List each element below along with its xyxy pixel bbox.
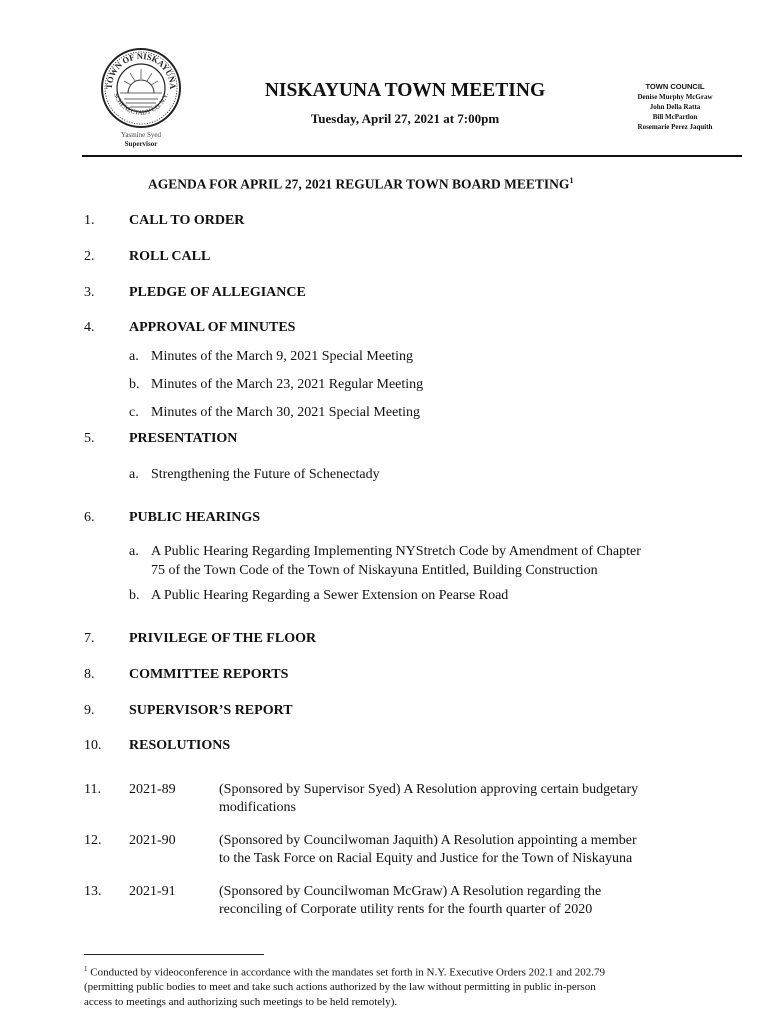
item-number: 6. [84,510,95,525]
item-number: 2. [84,249,95,264]
supervisor-name: Yasmine Syed [121,131,161,139]
agenda-title: AGENDA FOR APRIL 27, 2021 REGULAR TOWN BOARD MEETING$^1$ [148,176,574,192]
resolution-id: 2021-89 [129,782,176,797]
council-member: Rosemarie Perez Jaquith [637,123,713,131]
town-council-list [615,82,735,132]
resolution-id: 2021-90 [129,833,176,848]
item-resolutions: RESOLUTIONS [129,738,231,753]
item-number: 5. [84,431,95,446]
svg-text:TOWN OF NISKAYUNA: TOWN OF NISKAYUNA [103,50,179,90]
item-number: 1. [84,213,95,228]
item-roll-call: ROLL CALL [129,249,211,264]
item-number: 10. [84,738,102,753]
council-member: Denise Murphy McGraw [637,93,713,101]
footnote: $^1$ Conducted by videoconference in accordance with the mandates set forth in N.Y. Executive Orders 202.1 and 202.79 (permitting public bodies to meet and take such actions authorized by the law without permitting in public in-person access to meetings and authorizing such meetings to be held remotely). [84,965,606,1008]
sub-item: a. Strengthening the Future of Schenectady [129,467,380,482]
town-seal-logo [100,47,182,129]
item-committee-reports: COMMITTEE REPORTS [129,667,289,682]
item-number: 4. [84,320,95,335]
item-number: 9. [84,703,95,718]
resolution-text: (Sponsored by Supervisor Syed) A Resolution approving certain budgetary modifications [219,782,639,815]
item-supervisors-report: SUPERVISOR’S REPORT [129,703,293,718]
page-title: NISKAYUNA TOWN MEETING [264,80,546,101]
meeting-date: Tuesday, April 27, 2021 at 7:00pm [310,111,500,126]
council-member: John Della Ratta [649,103,701,111]
header-divider [82,155,742,157]
council-member: Bill McPartlon [652,113,698,121]
resolution-text: (Sponsored by Councilwoman Jaquith) A Resolution appointing a member to the Task Force on Racial Equity and Justice for the Town of Niskayuna [219,833,637,866]
sub-item-continued: 75 of the Town Code of the Town of Niskayuna Entitled, Building Construction [151,563,598,578]
item-number: 12. [84,833,102,848]
item-number: 7. [84,631,95,646]
item-number: 3. [84,285,95,300]
svg-text:SCHENECTADY CO. N.Y.: SCHENECTADY CO. N.Y. [112,92,170,117]
sub-item: b. A Public Hearing Regarding a Sewer Extension on Pearse Road [129,588,509,603]
resolution-id: 2021-91 [129,884,176,899]
item-number: 8. [84,667,95,682]
footnote-divider [84,954,264,955]
supervisor-title: Supervisor [124,140,158,148]
item-number: 13. [84,884,102,899]
resolution-text: (Sponsored by Councilwoman McGraw) A Resolution regarding the reconciling of Corporate utility rents for the fourth quarter of 2020 [219,884,602,917]
sub-item: a. A Public Hearing Regarding Implementing NYStretch Code by Amendment of Chapter [129,544,641,559]
council-heading: TOWN COUNCIL [645,82,705,91]
item-privilege-of-floor: PRIVILEGE OF THE FLOOR [129,631,317,646]
item-pledge: PLEDGE OF ALLEGIANCE [129,285,306,300]
sub-item: c. Minutes of the March 30, 2021 Special Meeting [129,405,421,420]
item-public-hearings: PUBLIC HEARINGS [129,510,261,525]
sub-item: b. Minutes of the March 23, 2021 Regular Meeting [129,377,424,392]
item-call-to-order: CALL TO ORDER [129,213,245,228]
item-presentation: PRESENTATION [129,431,238,446]
sub-item: a. Minutes of the March 9, 2021 Special Meeting [129,349,414,364]
item-approval-of-minutes: APPROVAL OF MINUTES [129,320,296,335]
item-number: 11. [84,782,101,797]
footnote-marker: 1 [569,176,574,185]
